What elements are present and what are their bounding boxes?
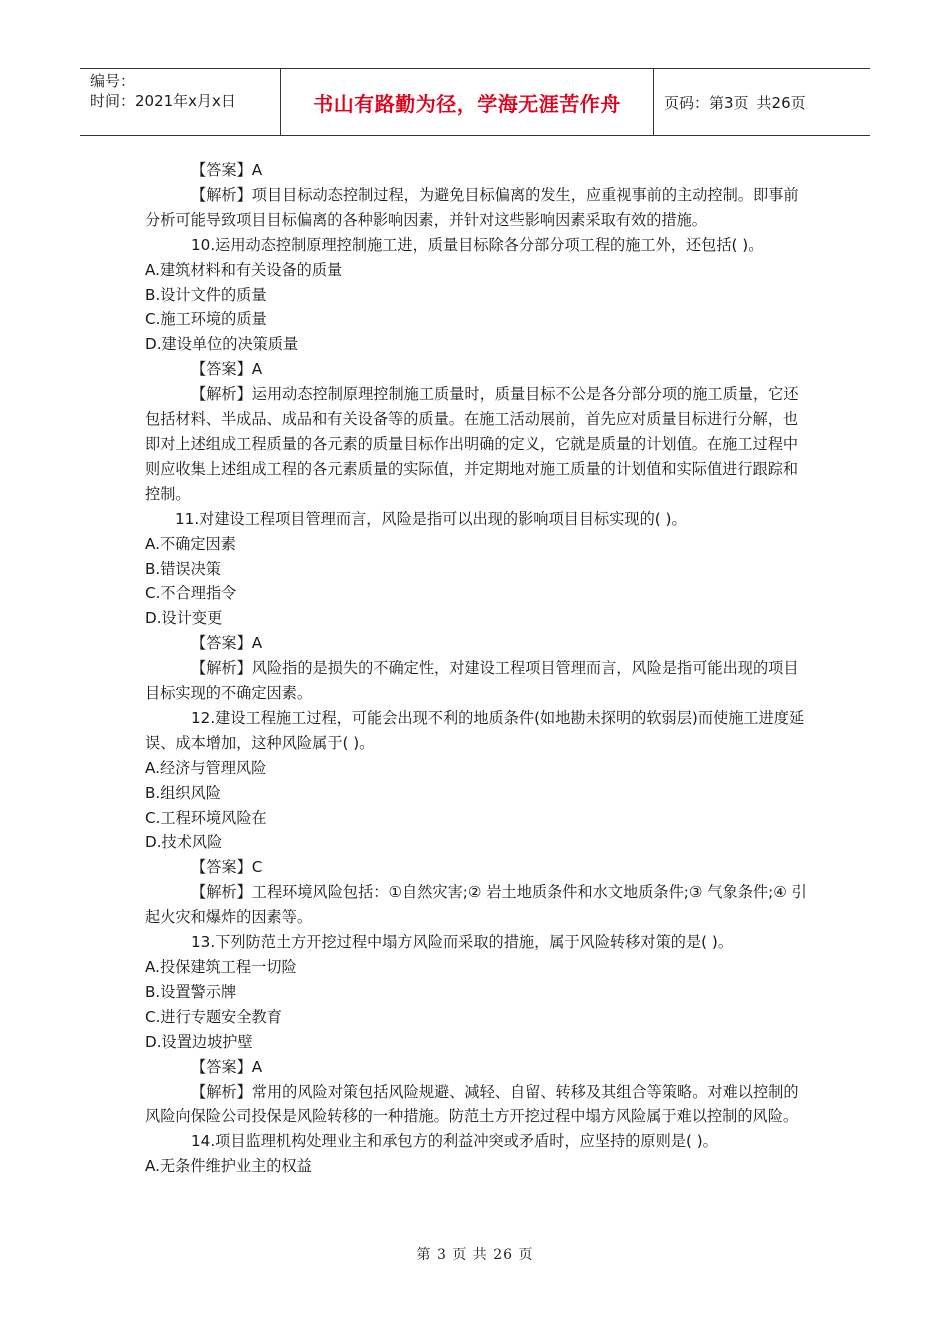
header-motto-cell bbox=[281, 69, 654, 135]
answer-option: B.设置警示牌 bbox=[145, 982, 237, 1001]
question-text: 14.项目监理机构处理业主和承包方的利益冲突或矛盾时，应坚持的原则是( )。 bbox=[191, 1132, 718, 1151]
page-number-label: 页码：第3页 bbox=[664, 93, 749, 112]
answer-option: A.投保建筑工程一切险 bbox=[145, 958, 297, 976]
answer-option: B.设计文件的质量 bbox=[145, 285, 267, 304]
question-text: 13.下列防范土方开挖过程中塌方风险而采取的措施，属于风险转移对策的是( )。 bbox=[191, 933, 734, 952]
answer-paragraph: 【解析】运用动态控制原理控制施工质量时，质量目标不公是各分部分项的施工质量，它还包括材料、半成品、成品和有关设备等的质量。在施工活动展前，首先应对质量目标进行分解，也即对上述组成工程质量的各元素的质量目标作出明确的定义，它就是质量的计划值。在施工过程中则应收集上述组成工程的各元素质量的实际值，并定期地对施工质量的计划值和实际值进行跟踪和控制。 bbox=[145, 385, 799, 503]
answer-paragraph: 【答案】C bbox=[191, 858, 263, 877]
time-label: 时间：2021年x月x日 bbox=[90, 92, 236, 110]
answer-option: D.设置边坡护壁 bbox=[145, 1032, 253, 1051]
page-footer: 第 3 页 共 26 页 bbox=[416, 1247, 534, 1263]
answer-option: C.不合理指令 bbox=[145, 584, 237, 603]
answer-paragraph: 【答案】A bbox=[191, 1057, 263, 1076]
page-header bbox=[80, 68, 870, 136]
answer-paragraph: 【解析】风险指的是损失的不确定性，对建设工程项目管理而言，风险是指可能出现的项目目标实现的不确定因素。 bbox=[145, 659, 799, 703]
answer-option: D.设计变更 bbox=[145, 609, 223, 628]
header-info-cell bbox=[80, 69, 281, 135]
code-label: 编号： bbox=[90, 72, 136, 90]
answer-option: A.建筑材料和有关设备的质量 bbox=[145, 260, 343, 279]
answer-option: D.建设单位的决策质量 bbox=[145, 335, 299, 354]
answer-option: B.错误决策 bbox=[145, 559, 221, 578]
answer-paragraph: 【解析】工程环境风险包括：①自然灾害;② 岩土地质条件和水文地质条件;③ 气象条件;④ 引起火灾和爆炸的因素等。 bbox=[145, 883, 807, 927]
motto-text: 书山有路勤为径，学海无涯苦作舟 bbox=[313, 91, 621, 116]
answer-option: B.组织风险 bbox=[145, 783, 221, 802]
answer-option: C.工程环境风险在 bbox=[145, 808, 267, 827]
question-text: 10.运用动态控制原理控制施工进，质量目标除各分部分项工程的施工外，还包括( )。 bbox=[191, 235, 764, 254]
answer-paragraph: 【答案】A bbox=[191, 634, 263, 653]
answer-paragraph: 【解析】常用的风险对策包括风险规避、减轻、自留、转移及其组合等策略。对难以控制的风险向保险公司投保是风险转移的一种措施。防范土方开挖过程中塌方风险属于难以控制的风险。 bbox=[145, 1082, 799, 1126]
header-page-cell bbox=[654, 69, 870, 135]
answer-option: C.施工环境的质量 bbox=[145, 310, 267, 329]
answer-option: A.不确定因素 bbox=[145, 534, 236, 553]
answer-option: D.技术风险 bbox=[145, 833, 223, 852]
question-text: 12.建设工程施工过程，可能会出现不利的地质条件(如地勘未探明的软弱层)而使施工进度延误、成本增加，这种风险属于( )。 bbox=[145, 708, 805, 752]
answer-option: A.无条件维护业主的权益 bbox=[145, 1157, 312, 1176]
answer-paragraph: 【解析】项目目标动态控制过程，为避免目标偏离的发生，应重视事前的主动控制。即事前分析可能导致项目目标偏离的各种影响因素，并针对这些影响因素采取有效的措施。 bbox=[145, 185, 799, 229]
answer-option: C.进行专题安全教育 bbox=[145, 1007, 282, 1026]
document-body bbox=[145, 158, 807, 1179]
answer-paragraph: 【答案】A bbox=[191, 161, 263, 179]
answer-option: A.经济与管理风险 bbox=[145, 758, 267, 777]
page-total-label: 共26页 bbox=[756, 93, 806, 112]
question-text: 11.对建设工程项目管理而言，风险是指可以出现的影响项目目标实现的( )。 bbox=[175, 509, 687, 528]
answer-paragraph: 【答案】A bbox=[191, 360, 263, 379]
